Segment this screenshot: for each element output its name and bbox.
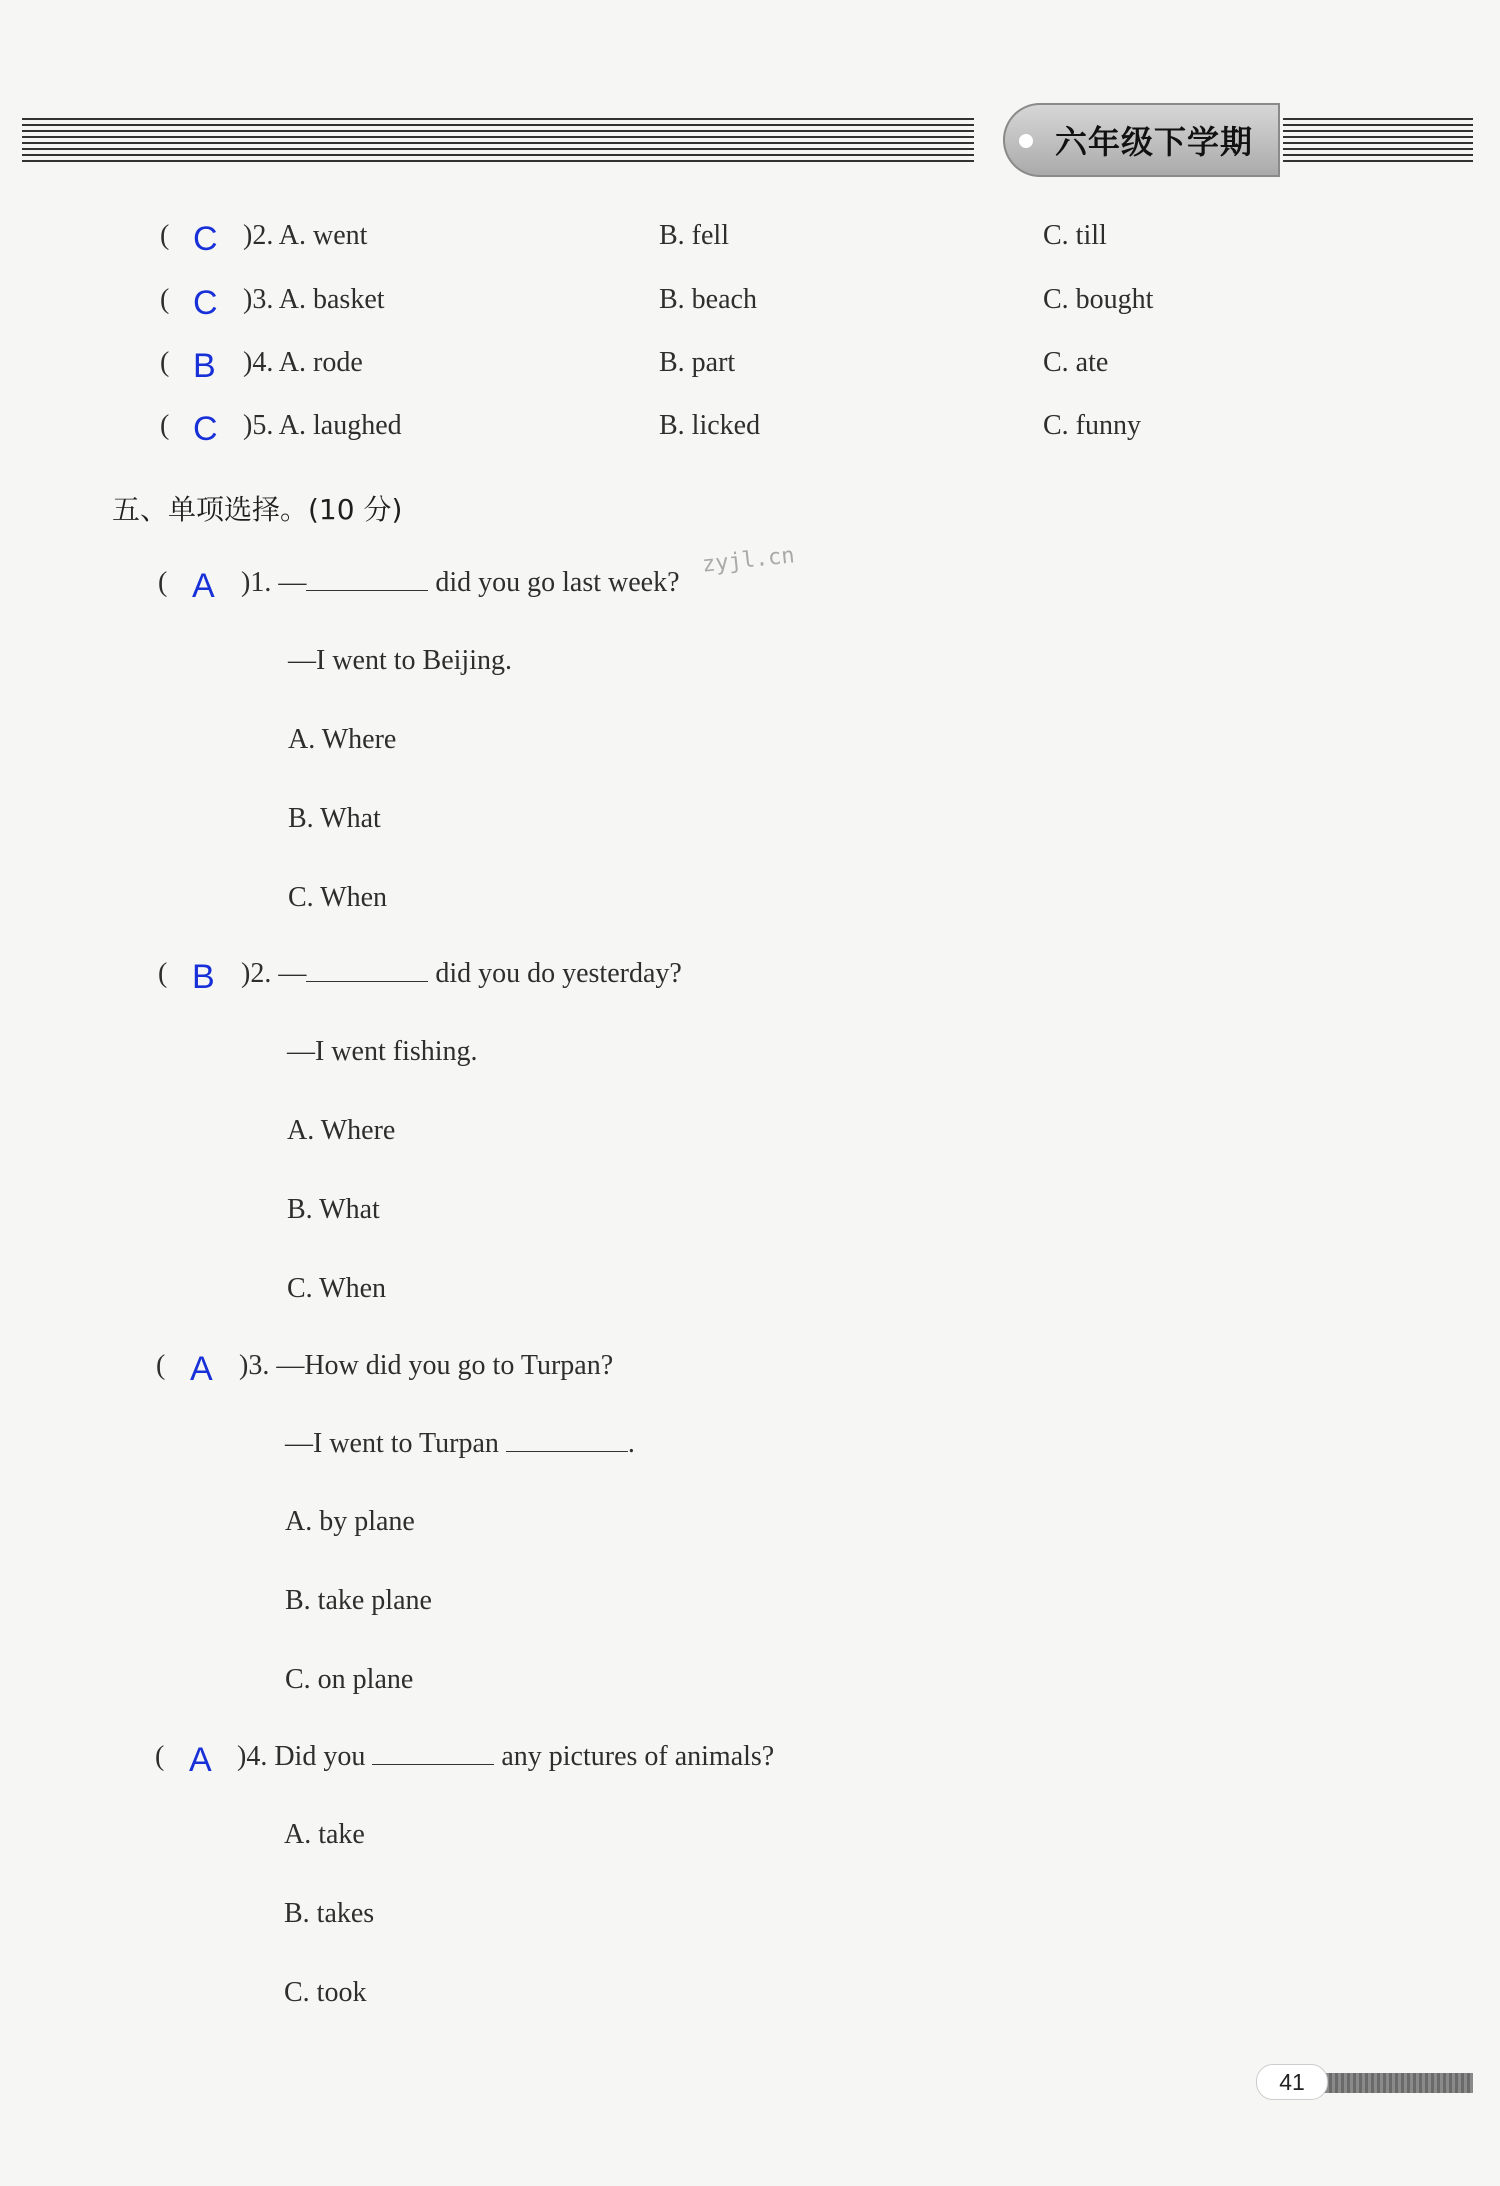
phonics-option-a: )3. A. basket [243,284,385,315]
answer-mark: C [193,220,218,258]
answer-blank [306,959,428,982]
page-number: 41 [1256,2064,1328,2100]
question-stem [237,1741,774,1773]
header-tab [1003,103,1280,177]
stem-end: did you go last week? [428,567,680,598]
reply-end: . [627,1428,635,1459]
option-c: C. When [287,1273,387,1304]
answer-mark: C [193,410,218,448]
option-b: B. takes [284,1898,375,1929]
phonics-option-b: B. part [659,347,736,378]
phonics-option-b: B. beach [659,284,757,315]
answer-paren: ( [155,1741,165,1772]
answer-mark: C [193,284,218,322]
option-c: C. on plane [285,1664,414,1695]
watermark: zyjl.cn [700,543,796,578]
question-reply: —I went to Beijing. [288,645,512,676]
phonics-option-b: B. licked [659,410,761,441]
option-a: A. Where [287,1115,396,1146]
answer-paren: ( [156,1350,166,1381]
answer-paren: ( [160,284,170,315]
header-rule-right [1283,118,1473,162]
answer-paren: ( [160,220,170,251]
answer-blank [506,1429,628,1452]
option-a: A. Where [288,724,397,755]
answer-paren: ( [158,958,168,989]
footer-bar [1323,2073,1473,2093]
option-a: A. take [284,1819,365,1850]
option-b: B. What [287,1194,380,1225]
answer-mark: B [193,347,216,385]
stem-end: any pictures of animals? [494,1741,775,1772]
header-dot-icon [1019,134,1033,148]
phonics-option-a: )4. A. rode [243,347,363,378]
question-stem: )3. —How did you go to Turpan? [239,1350,614,1381]
option-b: B. What [288,803,381,834]
question-reply [285,1428,635,1460]
stem-start: )4. Did you [237,1741,373,1772]
header-rule-left [22,118,974,162]
option-c: C. took [284,1977,367,2008]
question-stem [241,567,680,599]
phonics-option-c: C. till [1043,220,1107,251]
answer-blank [372,1742,494,1765]
phonics-option-c: C. ate [1043,347,1109,378]
phonics-option-a: )5. A. laughed [243,410,402,441]
answer-mark: A [190,1350,213,1388]
answer-mark: B [192,958,215,996]
option-a: A. by plane [285,1506,415,1537]
answer-blank [306,568,428,591]
stem-start: )2. — [241,958,307,989]
question-reply: —I went fishing. [287,1036,478,1067]
answer-paren: ( [160,347,170,378]
stem-start: )1. — [241,567,307,598]
question-stem [241,958,682,990]
stem-end: did you do yesterday? [428,958,682,989]
reply-start: —I went to Turpan [285,1428,506,1459]
phonics-option-a: )2. A. went [243,220,368,251]
answer-paren: ( [158,567,168,598]
answer-mark: A [189,1741,212,1779]
option-b: B. take plane [285,1585,432,1616]
section-title: 五、单项选择。(10 分) [112,493,403,526]
answer-paren: ( [160,410,170,441]
phonics-option-b: B. fell [659,220,729,251]
grade-title: 六年级下学期 [1055,123,1254,161]
option-c: C. When [288,882,388,913]
phonics-option-c: C. bought [1043,284,1154,315]
phonics-option-c: C. funny [1043,410,1141,441]
answer-mark: A [192,567,215,605]
